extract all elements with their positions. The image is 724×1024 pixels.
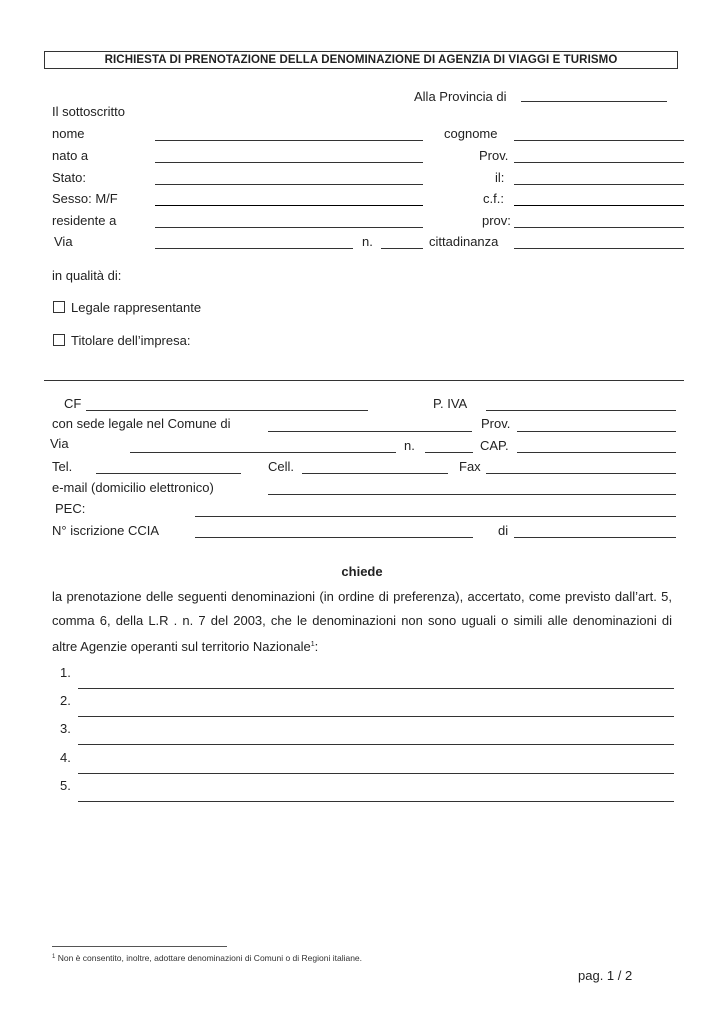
pec-field[interactable] bbox=[195, 516, 676, 517]
ccia-di-label: di bbox=[498, 523, 509, 538]
name-3-label: 3. bbox=[60, 721, 71, 736]
fax-label: Fax bbox=[459, 459, 481, 474]
form-title: RICHIESTA DI PRENOTAZIONE DELLA DENOMINAZIONE DI AGENZIA DI VIAGGI E TURISMO bbox=[44, 51, 678, 69]
name-5-label: 5. bbox=[60, 778, 71, 793]
company-cf-label: CF bbox=[64, 396, 82, 411]
prov-field[interactable] bbox=[514, 162, 684, 163]
footnote-separator bbox=[52, 946, 227, 947]
cf-label: c.f.: bbox=[483, 191, 504, 206]
piva-label: P. IVA bbox=[433, 396, 468, 411]
footnote-ref: 1 bbox=[310, 641, 315, 648]
residente-label: residente a bbox=[52, 213, 117, 228]
nome-field[interactable] bbox=[155, 140, 423, 141]
stato-label: Stato: bbox=[52, 170, 86, 185]
cognome-field[interactable] bbox=[514, 140, 684, 141]
sottoscritto-label: Il sottoscritto bbox=[52, 104, 125, 119]
prov-label: Prov. bbox=[479, 148, 509, 163]
nato-a-label: nato a bbox=[52, 148, 89, 163]
ccia-field[interactable] bbox=[195, 537, 473, 538]
company-prov-label: Prov. bbox=[481, 416, 511, 431]
section-divider bbox=[44, 380, 684, 381]
ccia-di-field[interactable] bbox=[514, 537, 676, 538]
cell-label: Cell. bbox=[268, 459, 295, 474]
chiede-heading: chiede bbox=[341, 564, 383, 579]
il-label: il: bbox=[495, 170, 505, 185]
cap-label: CAP. bbox=[480, 438, 509, 453]
civico-label: n. bbox=[362, 234, 373, 249]
titolare-checkbox[interactable] bbox=[53, 334, 65, 346]
legale-rappresentante-checkbox[interactable] bbox=[53, 301, 65, 313]
pec-label: PEC: bbox=[55, 501, 86, 516]
tel-field[interactable] bbox=[96, 473, 241, 474]
company-prov-field[interactable] bbox=[517, 431, 676, 432]
provincia-field[interactable] bbox=[521, 101, 667, 102]
piva-field[interactable] bbox=[486, 410, 676, 411]
civico-field[interactable] bbox=[381, 248, 423, 249]
il-field[interactable] bbox=[514, 184, 684, 185]
name-2-field[interactable] bbox=[78, 716, 674, 717]
titolare-label: Titolare dell’impresa: bbox=[71, 333, 191, 348]
sede-label: con sede legale nel Comune di bbox=[52, 416, 231, 431]
company-via-field[interactable] bbox=[130, 452, 396, 453]
via-label: Via bbox=[54, 234, 73, 249]
sede-field[interactable] bbox=[268, 431, 472, 432]
company-cf-field[interactable] bbox=[86, 410, 368, 411]
nome-label: nome bbox=[52, 126, 85, 141]
name-3-field[interactable] bbox=[78, 744, 674, 745]
cap-field[interactable] bbox=[517, 452, 676, 453]
cittadinanza-field[interactable] bbox=[514, 248, 684, 249]
request-paragraph: la prenotazione delle seguenti denominazioni (in ordine di preferenza), accertato, come previsto dall’art. 5, comma 6, della L.R . n. 7 del 2003, che le denominazioni non sono uguali o simili alle denominazioni di altre Agenzie operanti sul territorio Nazionale$^1$: bbox=[52, 589, 672, 654]
name-1-label: 1. bbox=[60, 665, 71, 680]
page-number: pag. 1 / 2 bbox=[578, 968, 633, 983]
email-label: e-mail (domicilio elettronico) bbox=[52, 480, 214, 495]
company-n-field[interactable] bbox=[425, 452, 473, 453]
name-1-field[interactable] bbox=[78, 688, 674, 689]
cf-field[interactable] bbox=[514, 205, 684, 206]
footnote bbox=[52, 953, 362, 963]
fax-field[interactable] bbox=[486, 473, 676, 474]
prov2-field[interactable] bbox=[514, 227, 684, 228]
sesso-field[interactable] bbox=[155, 205, 423, 206]
footnote-number: 1 bbox=[52, 954, 56, 960]
email-field[interactable] bbox=[268, 494, 676, 495]
prov2-label: prov: bbox=[482, 213, 511, 228]
sesso-label: Sesso: M/F bbox=[52, 191, 118, 206]
via-field[interactable] bbox=[155, 248, 353, 249]
legale-rappresentante-label: Legale rappresentante bbox=[71, 300, 202, 315]
request-text: la prenotazione delle seguenti denominazioni (in ordine di preferenza), accertato, come previsto dall’art. 5, comma 6, della L.R . n. 7 del 2003, che le denominazioni non sono uguali o simili alle denominazioni di altre Agenzie operanti sul territorio Nazionale bbox=[52, 589, 672, 654]
nato-a-field[interactable] bbox=[155, 162, 423, 163]
cognome-label: cognome bbox=[444, 126, 498, 141]
name-5-field[interactable] bbox=[78, 801, 674, 802]
name-2-label: 2. bbox=[60, 693, 71, 708]
company-n-label: n. bbox=[404, 438, 415, 453]
tel-label: Tel. bbox=[52, 459, 73, 474]
ccia-label: N° iscrizione CCIA bbox=[52, 523, 160, 538]
qualita-label: in qualità di: bbox=[52, 268, 122, 283]
cell-field[interactable] bbox=[302, 473, 448, 474]
provincia-label: Alla Provincia di bbox=[414, 89, 507, 104]
footnote-text: Non è consentito, inoltre, adottare denominazioni di Comuni o di Regioni italiane. bbox=[57, 953, 363, 963]
cittadinanza-label: cittadinanza bbox=[429, 234, 499, 249]
company-via-label: Via bbox=[50, 436, 69, 451]
name-4-label: 4. bbox=[60, 750, 71, 765]
stato-field[interactable] bbox=[155, 184, 423, 185]
name-4-field[interactable] bbox=[78, 773, 674, 774]
residente-field[interactable] bbox=[155, 227, 423, 228]
